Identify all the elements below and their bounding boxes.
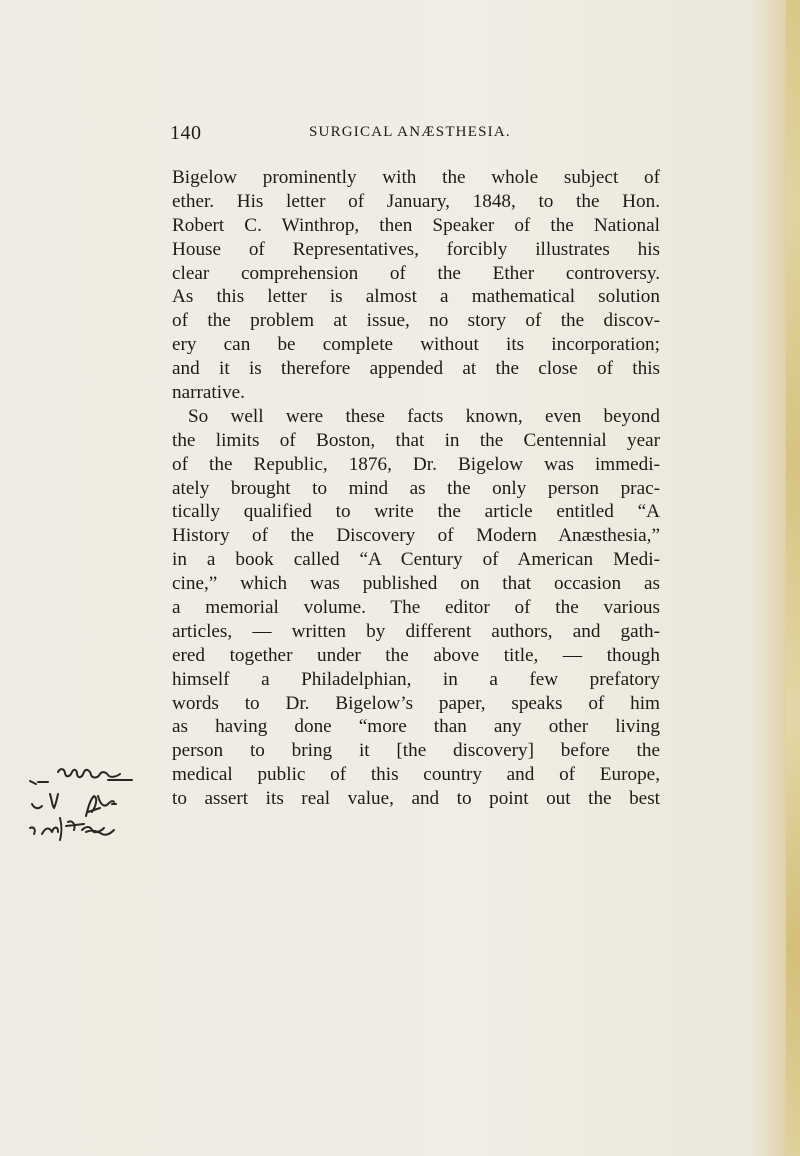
handwritten-marginal-annotation [28,760,168,850]
text-line: Bigelow prominently with the whole subject of [172,167,660,188]
text-line: of the Republic, 1876, Dr. Bigelow was immedi- [172,453,660,475]
text-line: History of the Discovery of Modern Anæsthesia,” [172,525,660,547]
text-line: clear comprehension of the Ether controversy. [172,262,660,284]
text-line: and it is therefore appended at the close of this [172,358,660,380]
page-header [170,122,658,146]
text-line: person to bring it [the discovery] before the [172,740,660,762]
text-line: So well were these facts known, even beyond [188,405,660,427]
text-line: ately brought to mind as the only person prac- [172,477,660,499]
text-line: cine,” which was published on that occasion as [172,573,660,595]
body-text [172,166,660,811]
text-line: a memorial volume. The editor of the various [172,597,660,619]
text-line: words to Dr. Bigelow’s paper, speaks of him [172,692,660,714]
text-line: tically qualified to write the article entitled “A [172,501,660,523]
text-line: ery can be complete without its incorporation; [172,334,660,356]
text-line: the limits of Boston, that in the Centennial year [172,429,660,451]
text-line: ether. His letter of January, 1848, to the Hon. [172,190,660,212]
text-line: House of Representatives, forcibly illustrates his [172,238,660,260]
text-line: to assert its real value, and to point out the best [172,788,660,810]
text-line: articles, — written by different authors, and gath- [172,620,660,642]
page-edge-discoloration [786,0,800,1156]
text-line: Robert C. Winthrop, then Speaker of the National [172,214,660,236]
text-line: as having done “more than any other living [172,716,660,738]
text-line: himself a Philadelphian, in a few prefatory [172,668,660,690]
text-line: narrative. [172,382,245,404]
text-line: medical public of this country and of Europe, [172,764,660,786]
text-line: ered together under the above title, — though [172,644,660,666]
running-head: SURGICAL ANÆSTHESIA. [309,124,511,140]
text-line: As this letter is almost a mathematical solution [172,286,660,308]
page-number: 140 [170,122,202,144]
text-line: in a book called “A Century of American Medi- [172,549,660,571]
handwriting-scribble [28,760,168,850]
text-line: of the problem at issue, no story of the discov- [172,310,660,332]
